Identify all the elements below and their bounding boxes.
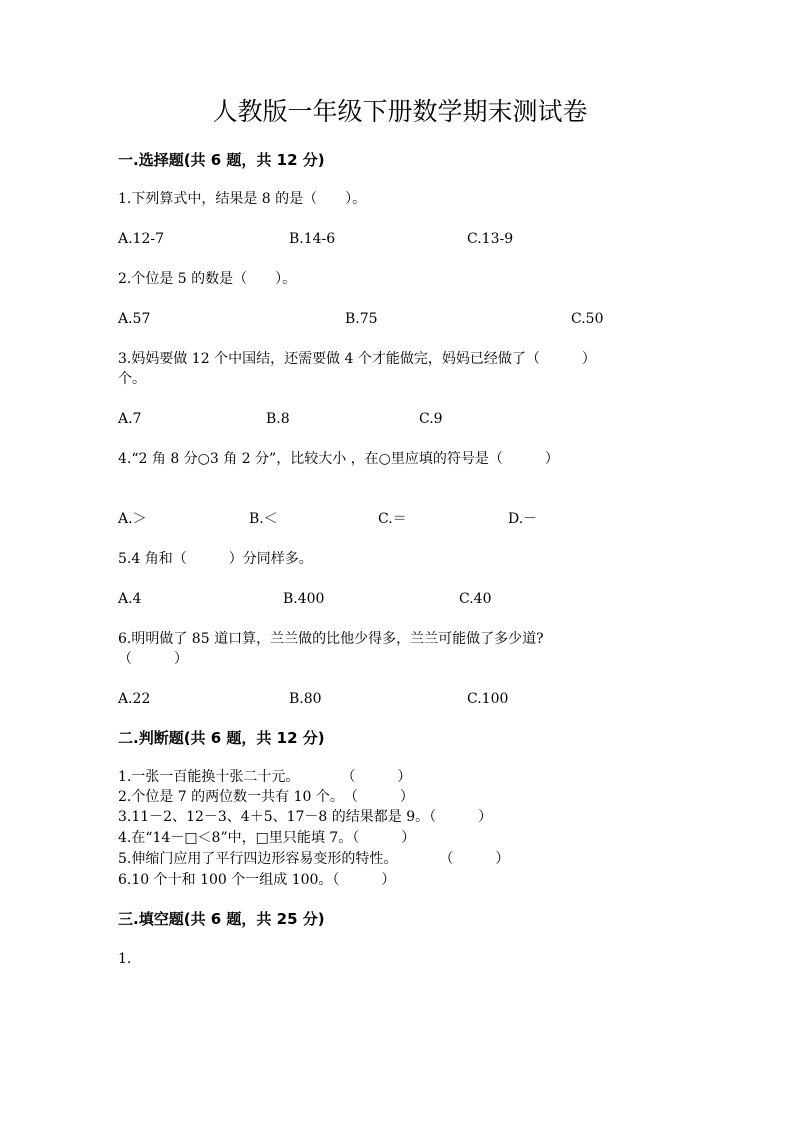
question-2: 2.个位是 5 的数是（ ）。 (118, 271, 297, 287)
question-6-line1: 6.明明做了 85 道口算，兰兰做的比他少得多，兰兰可能做了多少道? (118, 631, 544, 647)
q4-option-a: A.＞ (118, 511, 147, 527)
q5-option-a: A.4 (118, 591, 142, 607)
q3-option-c: C.9 (419, 411, 443, 427)
q1-option-c: C.13-9 (467, 231, 514, 247)
q3-option-a: A.7 (118, 411, 142, 427)
q6-option-b: B.80 (289, 691, 322, 707)
judgement-item-3: 3.11－2、12－3、4＋5、17－8 的结果都是 9。（ ） (118, 809, 493, 825)
fill-blank-item-1: 1. (118, 951, 132, 967)
q6-option-c: C.100 (467, 691, 509, 707)
section-heading-choice: 一.选择题(共 6 题，共 12 分) (118, 151, 325, 169)
q5-option-b: B.400 (283, 591, 325, 607)
q3-option-b: B.8 (266, 411, 290, 427)
q1-option-b: B.14-6 (289, 231, 336, 247)
section-heading-judgement: 二.判断题(共 6 题，共 12 分) (118, 729, 325, 747)
q4-option-c: C.＝ (378, 511, 407, 527)
q5-option-c: C.40 (459, 591, 492, 607)
judgement-item-5: 5.伸缩门应用了平行四边形容易变形的特性。 （ ） (118, 851, 510, 867)
question-1: 1.下列算式中，结果是 8 的是（ ）。 (118, 191, 367, 207)
q4-option-d: D.－ (508, 511, 538, 527)
q2-option-c: C.50 (571, 311, 604, 327)
question-3-line2: 个。 (118, 371, 146, 387)
q6-option-a: A.22 (118, 691, 151, 707)
judgement-item-2: 2.个位是 7 的两位数一共有 10 个。 （ ） (118, 789, 414, 805)
question-3-line1: 3.妈妈要做 12 个中国结，还需要做 4 个才能做完，妈妈已经做了（ ） (118, 351, 596, 367)
q2-option-a: A.57 (118, 311, 151, 327)
question-5: 5.4 角和（ ）分同样多。 (118, 551, 313, 567)
judgement-item-4: 4.在“14－□＜8”中，□里只能填 7。（ ） (118, 830, 416, 846)
question-6-line2: （ ） (118, 651, 188, 667)
q4-option-b: B.＜ (249, 511, 278, 527)
page-title: 人教版一年级下册数学期末测试卷 (212, 97, 588, 126)
judgement-item-6: 6.10 个十和 100 个一组成 100。（ ） (118, 872, 396, 888)
section-heading-fill-blank: 三.填空题(共 6 题，共 25 分) (118, 910, 325, 928)
judgement-item-1: 1.一张一百能换十张二十元。 （ ） (118, 769, 412, 785)
question-4: 4.“2 角 8 分○3 角 2 分”，比较大小 ，在○里应填的符号是（ ） (118, 451, 559, 467)
q1-option-a: A.12-7 (118, 231, 165, 247)
q2-option-b: B.75 (345, 311, 378, 327)
